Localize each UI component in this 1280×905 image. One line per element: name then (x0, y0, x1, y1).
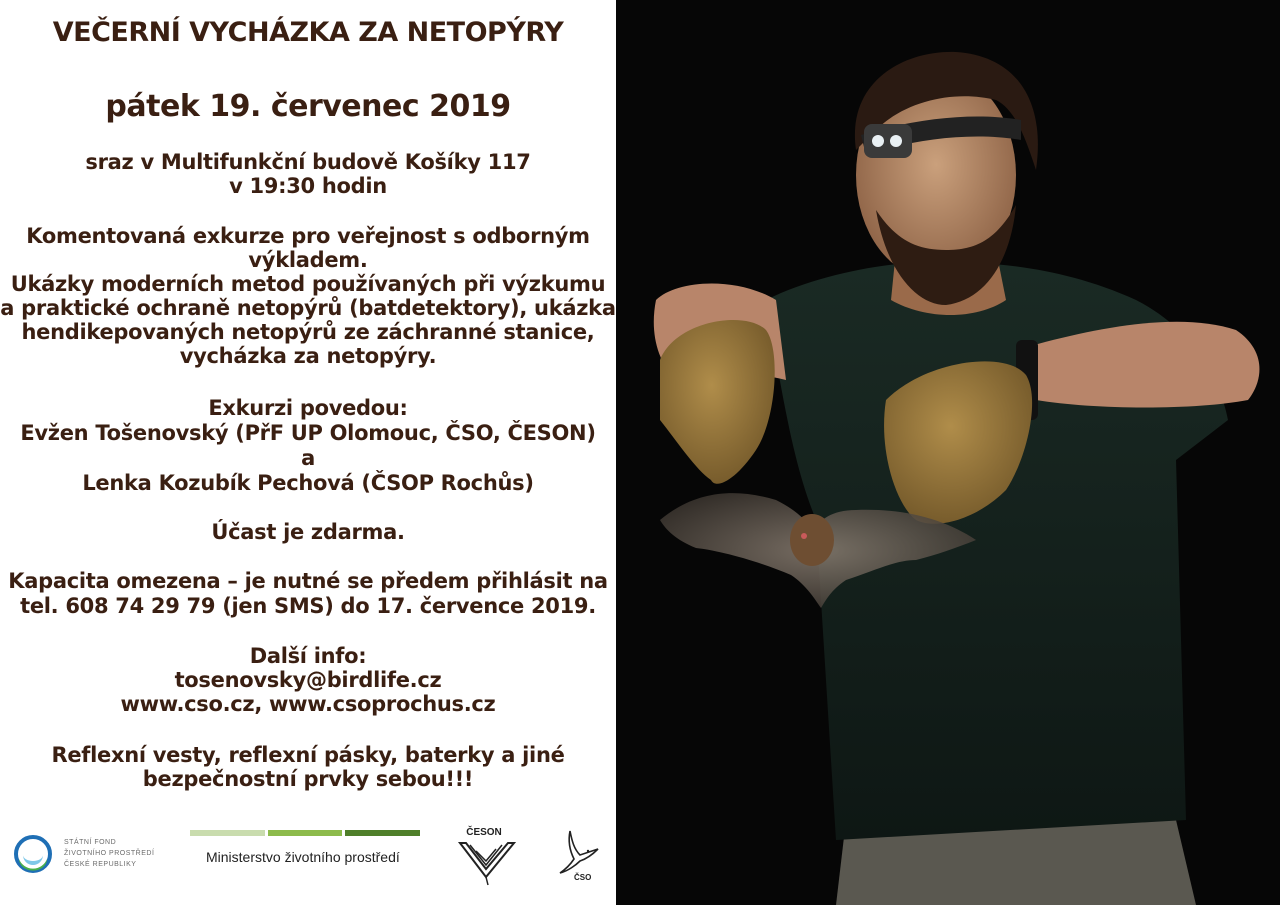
description-line: Ukázky moderních metod používaných při výzkumu (10, 272, 606, 296)
guide-name: Evžen Tošenovský (PřF UP Olomouc, ČSO, ČESON) (20, 421, 596, 445)
info-websites: www.cso.cz, www.csoprochus.cz (120, 692, 496, 716)
capacity-line: tel. 608 74 29 79 (jen SMS) do 17. července 2019. (20, 594, 596, 618)
sfzp-text-line: STÁTNÍ FOND (64, 839, 117, 846)
sfzp-circle-icon (14, 835, 52, 873)
cso-logo (556, 827, 600, 887)
safety-line: bezpečnostní prvky sebou!!! (142, 767, 474, 791)
guide-name: Lenka Kozubík Pechová (ČSOP Rochůs) (82, 471, 534, 495)
guides-heading: Exkurzi povedou: (208, 396, 408, 420)
info-heading: Další info: (249, 644, 367, 668)
meeting-place: sraz v Multifunkční budově Košíky 117 (85, 150, 531, 174)
bat-body (790, 514, 834, 566)
event-photo (616, 0, 1280, 905)
info-email: tosenovsky@birdlife.cz (174, 668, 442, 692)
capacity-line: Kapacita omezena – je nutné se předem přihlásit na (8, 569, 608, 593)
meeting-time: v 19:30 hodin (229, 174, 387, 198)
description-line: hendikepovaných netopýrů ze záchranné stanice, (21, 320, 595, 344)
ceson-label: ČESON (466, 827, 502, 838)
mzp-label: Ministerstvo životního prostředí (206, 849, 400, 865)
sfzp-text-line: ŽIVOTNÍHO PROSTŘEDÍ (64, 850, 155, 857)
sponsor-logos (0, 815, 616, 905)
free-entry: Účast je zdarma. (211, 520, 405, 544)
ceson-logo (456, 827, 520, 887)
mzp-logo (190, 830, 420, 865)
description-line: Komentovaná exkurze pro veřejnost s odborným (26, 224, 590, 248)
guides-conjunction: a (301, 446, 315, 470)
safety-line: Reflexní vesty, reflexní pásky, baterky a jiné (51, 743, 565, 767)
bat-handler-photo (616, 0, 1280, 905)
ceson-bird-icon (456, 837, 520, 887)
poster-title: VEČERNÍ VYCHÁZKA ZA NETOPÝRY (52, 17, 564, 48)
event-date: pátek 19. červenec 2019 (105, 89, 511, 124)
mzp-bar (345, 830, 420, 836)
cso-bird-icon (556, 827, 600, 875)
description-line: výkladem. (248, 248, 368, 272)
description-line: vycházka za netopýry. (179, 344, 437, 368)
cso-label: ČSO (574, 873, 592, 882)
headlamp (864, 124, 912, 158)
description-line: a praktické ochraně netopýrů (batdetektory), ukázka (0, 296, 616, 320)
mzp-bar (190, 830, 265, 836)
sfzp-text-line: ČESKÉ REPUBLIKY (64, 861, 137, 868)
mzp-bar (268, 830, 343, 836)
poster-text-panel (0, 0, 616, 905)
